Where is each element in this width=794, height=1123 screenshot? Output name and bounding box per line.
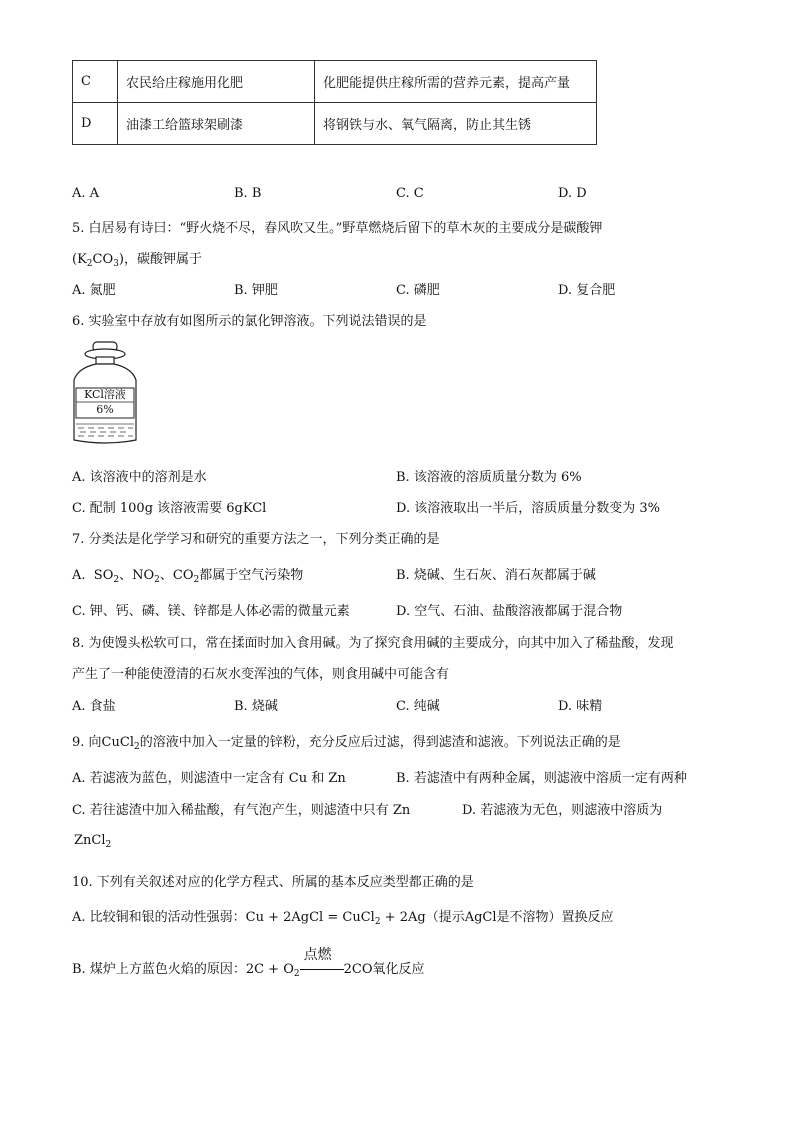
q8-stem-line1: 8. 为使馒头松软可口，常在揉面时加入食用碱。为了探究食用碱的主要成分，向其中加入了稀盐酸，发现 [72, 636, 674, 651]
table-cell-reason: 化肥能提供庄稼所需的营养元素，提高产量 [315, 61, 597, 103]
q5-option-d: D. 复合肥 [558, 283, 616, 298]
q4-option-b: B. B [234, 186, 262, 201]
reagent-bottle-figure [70, 340, 140, 446]
q9-option-d-formula: ZnCl$_2$ [74, 833, 112, 850]
table-row [73, 61, 597, 103]
q5-option-c: C. 磷肥 [396, 283, 440, 298]
reaction-arrow [300, 947, 344, 977]
table-cell-letter: D [73, 103, 118, 145]
q9-stem: 9. 向CuCl$_2$的溶液中加入一定量的锌粉，充分反应后过滤，得到滤渣和滤液。下列说法正确的是 [72, 735, 621, 752]
q4-option-a: A. A [72, 186, 100, 201]
q5-option-b: B. 钾肥 [234, 283, 278, 298]
q7-option-c: C. 钾、钙、磷、镁、锌都是人体必需的微量元素 [72, 604, 350, 619]
q6-option-b: B. 该溶液的溶质质量分数为 6% [396, 470, 582, 485]
q5-stem-line2: $(K_2CO_3)$，碳酸钾属于 [72, 252, 202, 269]
q9-option-b: B. 若滤渣中有两种金属，则滤液中溶质一定有两种 [396, 771, 687, 786]
q6-option-a: A. 该溶液中的溶剂是水 [72, 470, 207, 485]
options-table [72, 60, 597, 145]
table-cell-reason: 将钢铁与水、氧气隔离，防止其生锈 [315, 103, 597, 145]
q7-option-a: A. $SO_2$、$NO_2$、$CO_2$都属于空气污染物 [72, 568, 304, 585]
q7-stem: 7. 分类法是化学学习和研究的重要方法之一，下列分类正确的是 [72, 532, 440, 547]
q9-option-a: A. 若滤液为蓝色，则滤渣中一定含有 Cu 和 Zn [72, 771, 346, 786]
q8-option-d: D. 味精 [558, 699, 603, 714]
q9-option-d: D. 若滤液为无色，则滤液中溶质为 [462, 803, 663, 818]
q8-stem-line2: 产生了一种能使澄清的石灰水变浑浊的气体，则食用碱中可能含有 [72, 667, 450, 682]
table-cell-action: 油漆工给篮球架刷漆 [118, 103, 315, 145]
table-row [73, 103, 597, 145]
bottle-label-text: KCl溶液 [84, 388, 126, 401]
q10-stem: 10. 下列有关叙述对应的化学方程式、所属的基本反应类型都正确的是 [72, 875, 474, 890]
q6-option-c: C. 配制 100g 该溶液需要 6gKCl [72, 501, 267, 516]
bottle-label-percent: 6% [96, 403, 114, 416]
q5-option-a: A. 氮肥 [72, 283, 116, 298]
table-cell-letter: C [73, 61, 118, 103]
q4-option-c: C. C [396, 186, 424, 201]
reaction-condition: 点燃 [303, 947, 332, 963]
q10-option-a: A. 比较铜和银的活动性强弱：Cu + 2AgCl = CuCl$_2$ + 2Ag（提示AgCl是不溶物）置换反应 [72, 910, 614, 927]
q8-option-a: A. 食盐 [72, 699, 116, 714]
q7-option-d: D. 空气、石油、盐酸溶液都属于混合物 [396, 604, 623, 619]
table-cell-action: 农民给庄稼施用化肥 [118, 61, 315, 103]
q9-option-c: C. 若往滤渣中加入稀盐酸，有气泡产生，则滤渣中只有 Zn [72, 803, 411, 818]
q6-option-d: D. 该溶液取出一半后，溶质质量分数变为 3% [396, 501, 660, 516]
q7-option-b: B. 烧碱、生石灰、消石灰都属于碱 [396, 568, 596, 583]
q5-stem-line1: 5. 白居易有诗曰：“野火烧不尽，春风吹又生。”野草燃烧后留下的草木灰的主要成分是碳酸钾 [72, 221, 603, 236]
q8-option-c: C. 纯碱 [396, 699, 440, 714]
q4-option-d: D. D [558, 186, 587, 201]
q8-option-b: B. 烧碱 [234, 699, 278, 714]
q10-option-b: B. 煤炉上方蓝色火焰的原因：$2C + O_2$ 点燃 2CO氧化反应 [72, 958, 425, 979]
q6-stem: 6. 实验室中存放有如图所示的氯化钾溶液。下列说法错误的是 [72, 314, 427, 329]
